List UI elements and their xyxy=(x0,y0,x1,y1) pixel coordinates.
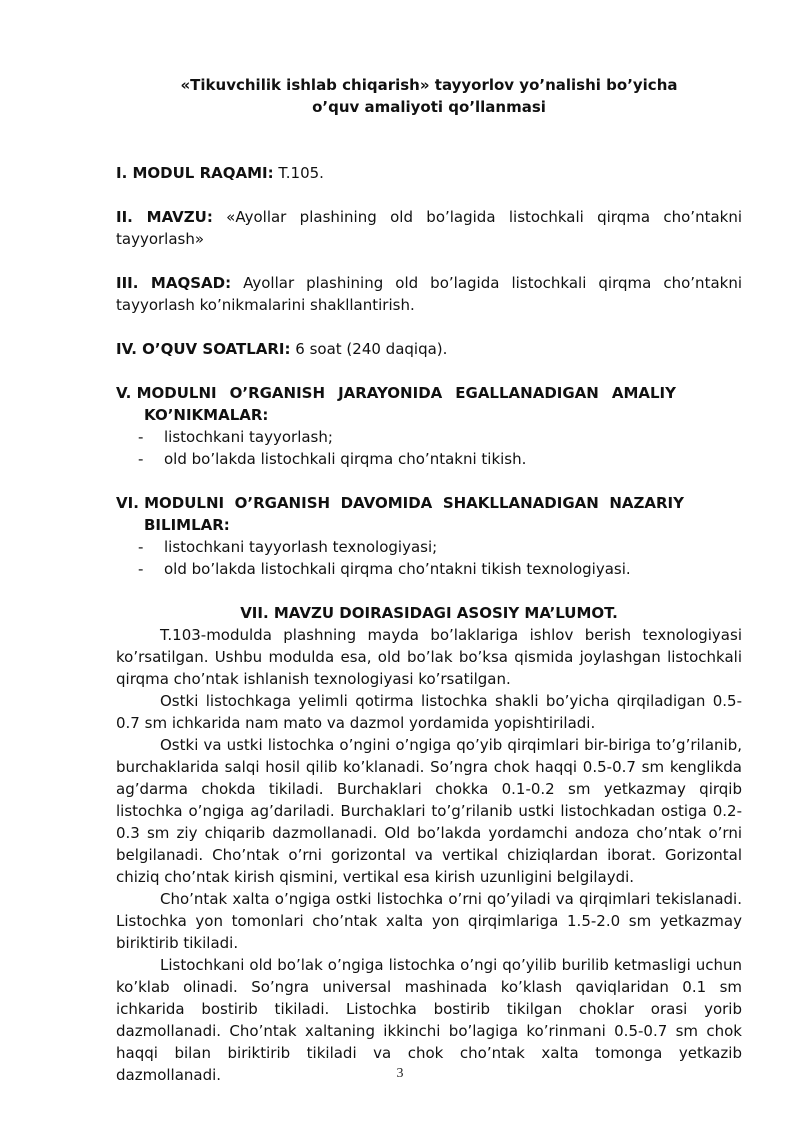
section-module-number xyxy=(116,162,742,184)
section-theoretical-knowledge xyxy=(116,492,742,580)
body-paragraph: T.103-modulda plashning mayda bo’laklariga ishlov berish texnologiyasi ko’rsatilgan. Ushbu modulda esa, old bo’lak bo’ksa qismida joylashgan listochkali qirqma cho’ntak ishlanish texnologiyasi ko’rsatilgan. xyxy=(116,626,742,688)
list-item: - listochkani tayyorlash; xyxy=(138,428,333,446)
section-label: III. MAQSAD: xyxy=(116,274,232,292)
body-paragraph: Ostki va ustki listochka o’ngini o’ngiga qo’yib qirqimlari bir-biriga to’g’rilanib, burchaklarida salqi hosil qilib ko’klanadi. So’ngra chok haqqi 0.5-0.7 sm kenglikda ag’darma chokda tikiladi. Burchaklari chokka 0.1-0.2 sm yetkazmay qirqib listochka o’ngiga ag’dariladi. Burchaklari to’g’rilanib ustki listochkadan ostiga 0.2-0.3 sm ziy chiqarib dazmollanadi. Old bo’lakda yordamchi andoza cho’ntak o’rni belgilanadi. Cho’ntak o’rni gorizontal va vertikal chiziqlardan iborat. Gorizontal chiziq cho’ntak kirish qismini, vertikal esa kirish uzunligini belgilaydi. xyxy=(116,736,742,886)
section-heading: V. MODULNI O’RGANISH JARAYONIDA EGALLANADIGAN AMALIY xyxy=(116,384,676,402)
document-title xyxy=(116,74,742,118)
section-topic xyxy=(116,206,742,250)
section-text: Ayollar plashining old bo’lagida listochkali qirqma cho’ntakni tayyorlash ko’nikmalarini shakllantirish. xyxy=(116,274,742,314)
section-label: I. MODUL RAQAMI: xyxy=(116,164,274,182)
section-goal xyxy=(116,272,742,316)
list-item: - old bo’lakda listochkali qirqma cho’ntakni tikish. xyxy=(138,450,527,468)
section-label: IV. O’QUV SOATLARI: xyxy=(116,340,291,358)
body-paragraph: Listochkani old bo’lak o’ngiga listochka o’ngi qo’yilib burilib ketmasligi uchun ko’klab olinadi. So’ngra universal mashinada ko’klash qaviqlaridan 0.1 sm ichkarida bostirib tikiladi. Listochka bostirib tikilgan choklar orasi yorib dazmollanadi. Cho’ntak xaltaning ikkinchi bo’lagiga ko’rinmani 0.5-0.7 sm chok haqqi bilan biriktirib tikiladi va chok cho’ntak xalta tomonga yetkazib dazmollanadi. xyxy=(116,956,742,1084)
document-page xyxy=(116,74,742,1086)
list-item: - listochkani tayyorlash texnologiyasi; xyxy=(138,538,438,556)
section-hours xyxy=(116,338,742,360)
title-line-2: o’quv amaliyoti qo’llanmasi xyxy=(312,98,546,116)
section-text: 6 soat (240 daqiqa). xyxy=(290,340,448,358)
title-line-1: «Tikuvchilik ishlab chiqarish» tayyorlov yo’nalishi bo’yicha xyxy=(180,76,678,94)
section-heading-continuation: KO’NIKMALAR: xyxy=(144,406,269,424)
section-heading-continuation: BILIMLAR: xyxy=(144,516,230,534)
body-paragraph: Ostki listochkaga yelimli qotirma listochka shakli bo’yicha qirqiladigan 0.5-0.7 sm ichkarida nam mato va dazmol yordamida yopishtiriladi. xyxy=(116,692,742,732)
section-text: T.105. xyxy=(273,164,324,182)
page-number: 3 xyxy=(396,1066,404,1081)
section-heading: VI. MODULNI O’RGANISH DAVOMIDA SHAKLLANADIGAN NAZARIY xyxy=(116,494,684,512)
bullet-list xyxy=(116,426,742,470)
section-label: II. MAVZU: xyxy=(116,208,213,226)
bullet-list xyxy=(116,536,742,580)
section-main-info-heading: VII. MAVZU DOIRASIDAGI ASOSIY MA’LUMOT. xyxy=(240,604,618,622)
section-practical-skills xyxy=(116,382,742,470)
section-text: «Ayollar plashining old bo’lagida listochkali qirqma cho’ntakni tayyorlash» xyxy=(116,208,743,248)
list-item: - old bo’lakda listochkali qirqma cho’ntakni tikish texnologiyasi. xyxy=(138,560,631,578)
body-paragraph: Cho’ntak xalta o’ngiga ostki listochka o’rni qo’yiladi va qirqimlari tekislanadi. Listochka yon tomonlari cho’ntak xalta yon qirqimlariga 1.5-2.0 sm yetkazmay biriktirib tikiladi. xyxy=(116,890,742,952)
